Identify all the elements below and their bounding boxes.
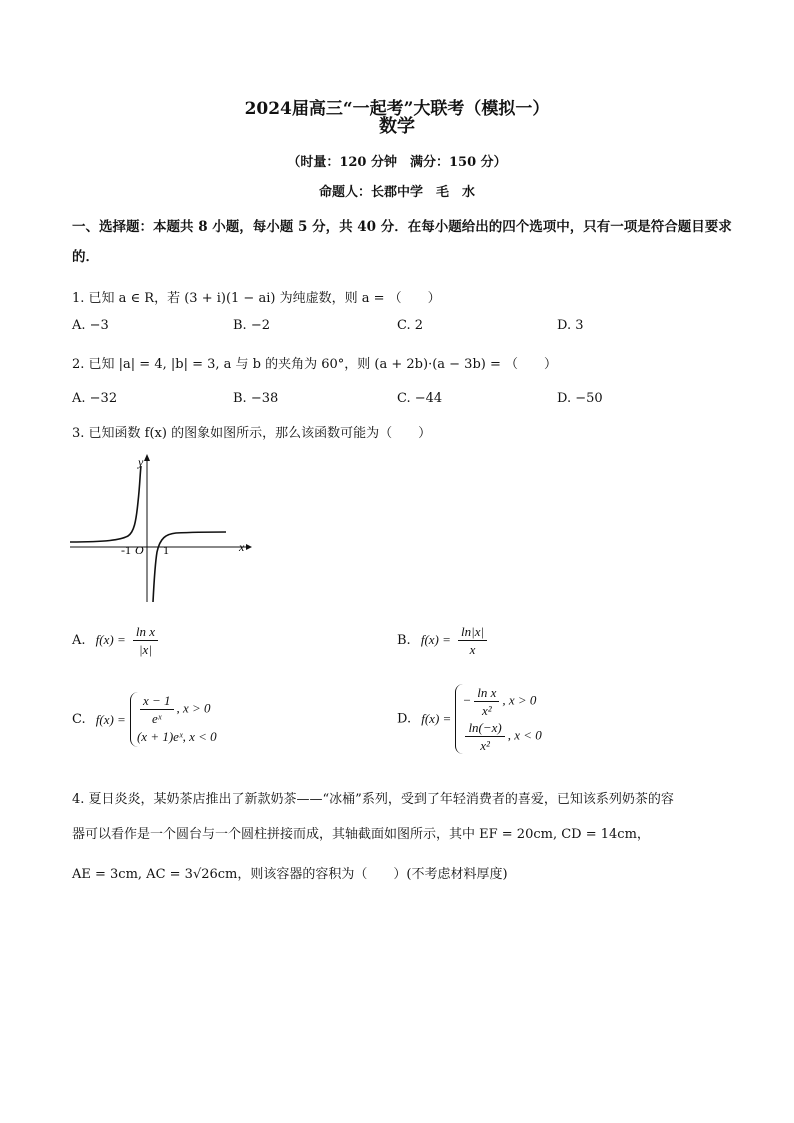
q1-option-a: A. −3 xyxy=(72,318,109,333)
q2-option-a: A. −32 xyxy=(72,391,118,406)
question-1: 1. 已知 a ∈ R，若 (3 + i)(1 − ai) 为纯虚数，则 a = （ ） xyxy=(72,291,441,306)
q3-option-d xyxy=(397,684,542,754)
q1-option-c: C. 2 xyxy=(397,318,424,333)
q3-option-c-fraction xyxy=(140,692,174,727)
q3-option-c-case-1 xyxy=(137,692,217,727)
question-3: 3. 已知函数 f(x) 的图象如图所示，那么该函数可能为（ ） xyxy=(72,426,432,441)
q1-option-d: D. 3 xyxy=(557,318,584,333)
q3-option-b-denominator: x xyxy=(469,642,476,657)
q3-option-a-fraction xyxy=(133,623,158,658)
section-heading: 一、选择题：本题共 8 小题，每小题 5 分，共 40 分．在每小题给出的四个选项中，只有一项是符合题目要求的． xyxy=(72,219,732,265)
q3-option-d-label: D. xyxy=(397,711,412,727)
curve-left-branch xyxy=(70,466,141,542)
q3-option-d-numerator-2: ln(−x) xyxy=(465,719,504,737)
q3-option-d-lhs: f(x) = xyxy=(421,711,452,726)
time-info: （时量：120 分钟 满分：150 分） xyxy=(287,155,507,170)
q3-option-a-denominator: |x| xyxy=(138,642,152,657)
q3-option-a xyxy=(72,623,161,658)
q3-option-d-fraction-1 xyxy=(474,684,499,719)
q3-option-c xyxy=(72,692,217,747)
function-graph xyxy=(66,452,256,607)
y-axis-arrow xyxy=(144,454,150,461)
y-axis-label: y xyxy=(138,455,144,469)
q1-option-b: B. −2 xyxy=(233,318,270,333)
tick-label-neg-1: -1 xyxy=(121,543,131,557)
q2-option-c: C. −44 xyxy=(397,391,443,406)
q3-option-c-label: C. xyxy=(72,712,86,727)
q2-option-d: D. −50 xyxy=(557,391,603,406)
author-line: 命题人：长郡中学 毛 水 xyxy=(318,185,475,200)
q3-option-c-condition-1: , x > 0 xyxy=(176,700,211,716)
q3-option-b-fraction xyxy=(458,623,487,658)
q3-option-c-piecewise xyxy=(130,692,217,747)
q3-option-c-numerator: x − 1 xyxy=(140,692,174,710)
q3-option-a-label: A. xyxy=(72,633,86,648)
x-axis-label: x xyxy=(239,540,245,554)
q3-option-c-denominator: eˣ xyxy=(152,711,162,726)
tick-label-1: 1 xyxy=(163,543,169,557)
question-4-line-3: AE = 3cm, AC = 3√26cm，则该容器的容积为（ ）(不考虑材料厚度) xyxy=(72,867,508,882)
q3-option-d-numerator-1: ln x xyxy=(474,684,499,702)
question-2: 2. 已知 |a| = 4, |b| = 3, a 与 b 的夹角为 60°，则 (a + 2b)·(a − 3b) = （ ） xyxy=(72,357,557,372)
q3-option-d-denominator-1: x² xyxy=(481,703,492,718)
q3-option-b-numerator: ln|x| xyxy=(458,623,487,641)
q3-option-b-lhs: f(x) = xyxy=(420,632,451,647)
q3-option-d-condition-2: , x < 0 xyxy=(507,727,542,743)
q3-option-a-lhs: f(x) = xyxy=(95,632,126,647)
subject-title: 数学 xyxy=(379,116,415,137)
q3-option-b-label: B. xyxy=(397,633,411,648)
question-4-line-1: 4. 夏日炎炎，某奶茶店推出了新款奶茶——“冰桶”系列，受到了年轻消费者的喜爱，已知该系列奶茶的容 xyxy=(72,792,674,807)
q3-option-d-condition-1: , x > 0 xyxy=(502,692,537,708)
q3-option-d-piecewise xyxy=(455,684,541,754)
x-axis-arrow xyxy=(246,544,252,550)
q3-option-d-case-1: − $\frac{\text{ln x}}{\text{x²}}$ , x > 0 xyxy=(462,685,537,718)
question-4-line-2: 器可以看作是一个圆台与一个圆柱拼接而成，其轴截面如图所示，其中 EF = 20cm, CD = 14cm， xyxy=(72,827,650,842)
q3-option-a-numerator: ln x xyxy=(133,623,158,641)
q3-option-d-fraction-2 xyxy=(465,719,504,754)
q3-option-d-denominator-2: x² xyxy=(480,738,490,753)
origin-label: O xyxy=(135,543,144,557)
q3-option-c-lhs: f(x) = xyxy=(95,711,126,727)
exam-title: 2024届高三“一起考”大联考（模拟一） xyxy=(244,99,550,119)
q3-option-b xyxy=(397,623,490,658)
q3-option-d-case-2 xyxy=(462,719,541,754)
q2-option-b: B. −38 xyxy=(233,391,279,406)
q3-option-c-case-2: (x + 1)eˣ, x < 0 xyxy=(136,729,217,744)
